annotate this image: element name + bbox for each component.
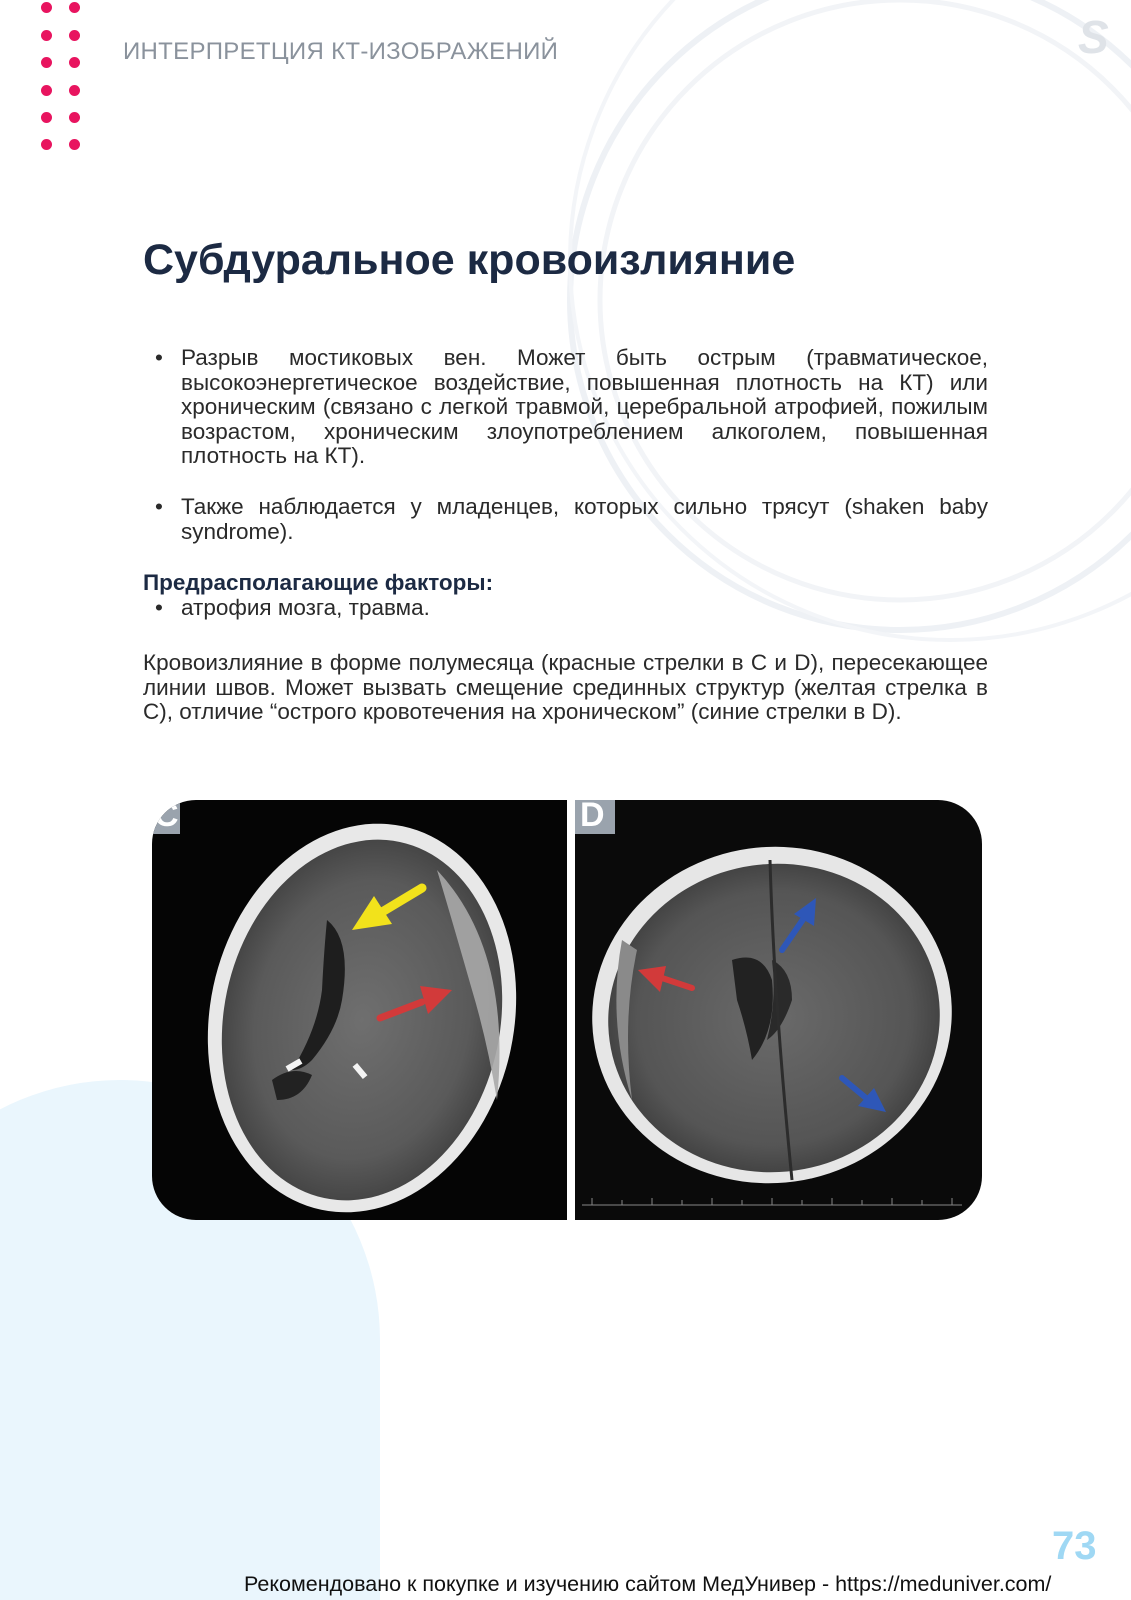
panel-label-d: D [580, 800, 605, 834]
bullet-section [143, 346, 988, 469]
list-item: • Также наблюдается у младенцев, которых сильно трясут (shaken baby syndrome). [143, 495, 988, 544]
description-paragraph: Кровоизлияние в форме полумесяца (красные стрелки в С и D), пересекающее линии швов. Может вызвать смещение срединных структур (желтая стрелка в С), отличие “острого кровотечения на хроническом” (синие стрелки в D). [143, 650, 988, 724]
list-item: • Разрыв мостиковых вен. Может быть острым (травматическое, высокоэнергетическое воздействие, повышенная плотность на КТ) или хроническим (связано с легкой травмой, церебральной атрофией, пожилым возрастом, хроническим злоупотреблением алкоголем, повышенная плотность на КТ). [143, 346, 988, 469]
factors-section [143, 571, 988, 620]
list-item: • атрофия мозга, травма. [143, 596, 988, 621]
factors-heading: Предрасполагающие факторы: [143, 570, 494, 595]
ct-scans-image [152, 800, 982, 1220]
footer-note: Рекомендовано к покупке и изучению сайтом МедУнивер - https://meduniver.com/ [244, 1572, 1052, 1596]
section-header: ИНТЕРПРЕТЦИЯ КТ-ИЗОБРАЖЕНИЙ [123, 38, 559, 65]
page-title: Субдуральное кровоизлияние [143, 236, 796, 284]
decorative-dots [41, 0, 85, 160]
panel-label-c: C [154, 800, 179, 834]
page-number: 73 [1052, 1524, 1097, 1568]
bullet-list [143, 346, 988, 469]
brand-logo: S [1078, 11, 1109, 63]
bullet-section-2 [143, 495, 988, 544]
bullet-list [143, 495, 988, 544]
factors-list [143, 596, 988, 621]
ct-figure [152, 800, 982, 1220]
